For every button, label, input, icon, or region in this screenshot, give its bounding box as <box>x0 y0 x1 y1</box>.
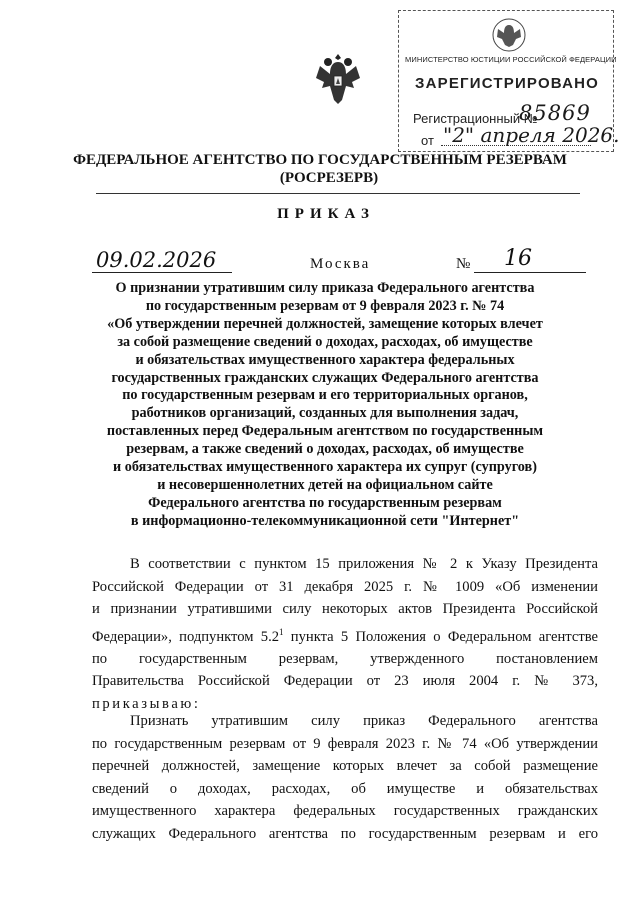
title-line: работников организаций, созданных для выполнения задач, <box>131 405 519 422</box>
body-line: имущественного характера федеральных государственных гражданских <box>92 803 598 819</box>
number-sign: № <box>456 256 471 272</box>
body-line: перечней должностей, замещение которых влечет за собой размещение <box>92 758 598 774</box>
order-number: 16 <box>504 246 532 271</box>
date-underline <box>92 272 232 273</box>
body-line-part: пункта 5 Положения о Федеральном агентстве <box>283 628 598 645</box>
title-line: О признании утратившим силу приказа Федерального агентства <box>115 280 535 296</box>
header-divider <box>96 193 580 194</box>
body-paragraph-decision <box>92 710 598 845</box>
coat-of-arms-emblem <box>312 48 364 108</box>
title-line: по государственным резервам и его территориальных органов, <box>122 387 528 404</box>
stamp-ministry-text: МИНИСТЕРСТВО ЮСТИЦИИ РОССИЙСКОЙ ФЕДЕРАЦИИ <box>405 55 617 64</box>
title-line: поставленных перед Федеральным агентством по государственным <box>106 423 544 440</box>
agency-name: ФЕДЕРАЛЬНОЕ АГЕНТСТВО ПО ГОСУДАРСТВЕННЫМ РЕЗЕРВАМ <box>73 152 567 168</box>
body-line: по государственным резервам, утвержденного постановлением <box>92 650 598 667</box>
title-line: Федерального агентства по государственным резервам <box>148 494 502 511</box>
body-line: В соответствии с пунктом 15 приложения № 2 к Указу Президента <box>130 556 598 572</box>
order-date: 09.02.2026 <box>96 248 217 272</box>
stamp-emblem-icon <box>491 17 527 53</box>
city: Москва <box>310 256 371 272</box>
number-underline <box>474 272 586 273</box>
stamp-date-underline <box>441 145 591 146</box>
title-line: резервам, а также сведений о доходах, расходах, об имуществе <box>126 441 524 458</box>
body-line: по государственным резервам от 9 февраля 2023 г. № 74 «Об утверждении <box>92 735 598 752</box>
stamp-date: "2" апреля 2026. <box>443 123 620 147</box>
body-line: Признать утратившим силу приказ Федерального агентства <box>130 713 598 729</box>
order-title <box>80 280 570 531</box>
body-line-part: Федерации», подпунктом 5.2 <box>92 628 280 645</box>
body-paragraph-basis <box>92 553 598 715</box>
title-line: за собой размещение сведений о доходах, расходах, об имуществе <box>117 333 533 350</box>
title-line: и обязательствах имущественного характера федеральных <box>135 351 515 368</box>
body-line: Российской Федерации от 31 декабря 2025 г. № 1009 «Об изменении <box>92 578 598 595</box>
title-line: «Об утверждении перечней должностей, замещение которых влечет <box>107 315 543 332</box>
title-line: по государственным резервам от 9 февраля 2023 г. № 74 <box>145 297 505 314</box>
body-line-order-verb: приказываю: <box>92 695 201 712</box>
registration-stamp <box>398 10 620 152</box>
stamp-date-prefix: от <box>421 133 434 148</box>
title-line: государственных гражданских служащих Федерального агентства <box>111 369 539 386</box>
stamp-number-label: Регистрационный № <box>413 111 538 126</box>
body-line: сведений о доходах, расходах, об имуществе и обязательствах <box>92 780 598 797</box>
stamp-registration-number: 85869 <box>519 101 591 125</box>
superscript: 1 <box>279 626 284 637</box>
stamp-registered-text: ЗАРЕГИСТРИРОВАНО <box>415 75 600 92</box>
body-line: и признании утратившими силу некоторых актов Президента Российской <box>92 601 598 617</box>
document-type: ПРИКАЗ <box>277 206 375 222</box>
agency-short-name: (РОСРЕЗЕРВ) <box>279 170 379 186</box>
body-line <box>92 621 598 648</box>
title-line: в информационно-телекоммуникационной сети "Интернет" <box>130 512 520 529</box>
title-line: и несовершеннолетних детей на официальном сайте <box>157 476 493 493</box>
body-line: служащих Федерального агентства по государственным резервам и его <box>92 825 598 842</box>
title-line: и обязательствах имущественного характера их супруг (супругов) <box>113 459 537 476</box>
body-line: Правительства Российской Федерации от 23 июля 2004 г. № 373, <box>92 673 598 690</box>
